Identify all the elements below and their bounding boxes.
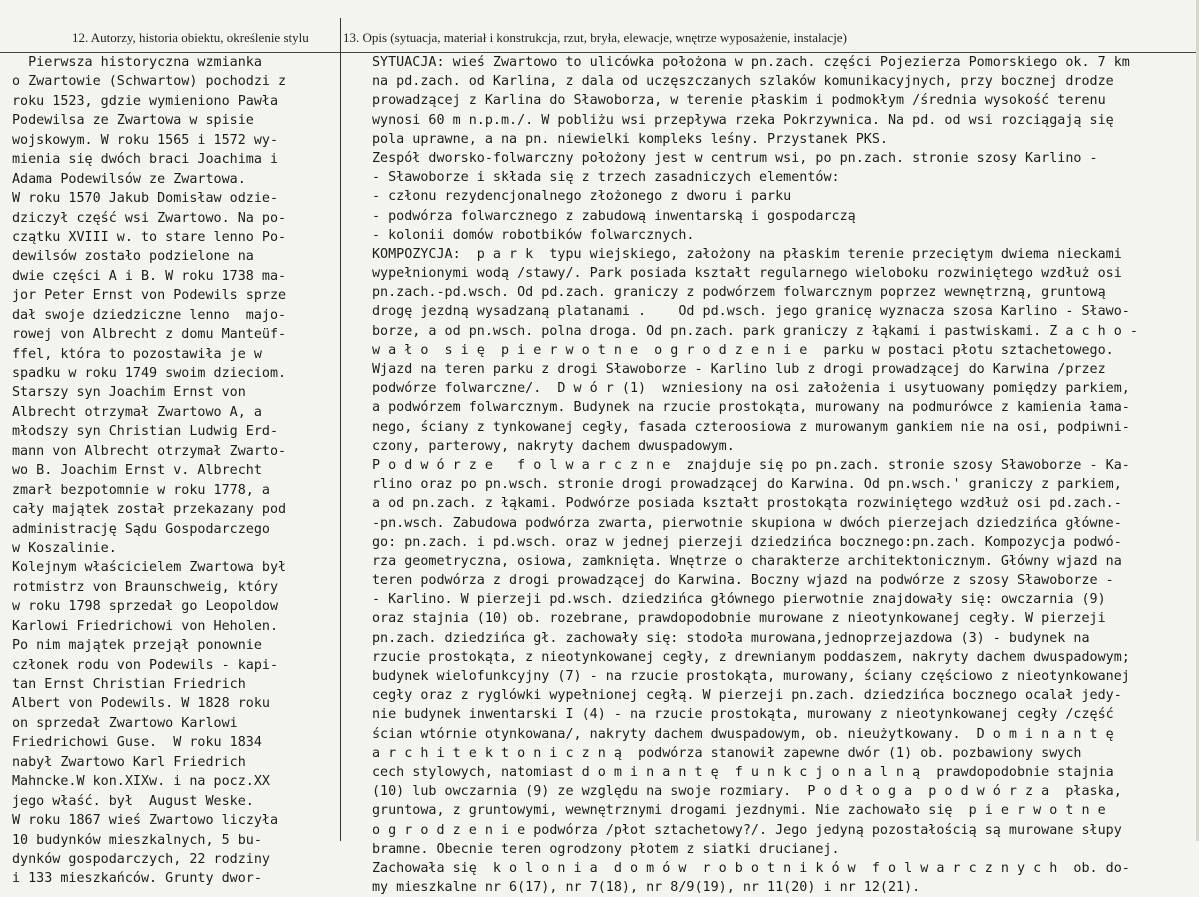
- text-line: SYTUACJA: wieś Zwartowo to ulicówka położona w pn.zach. części Pojezierza Pomorskiego ok. 7 km: [372, 55, 1130, 70]
- text-line: o g r o d z e n i e podwórza /płot sztachetowy?/. Jego jedyną pozostałością są murowane słupy: [372, 822, 1122, 838]
- text-line: Podewilsa ze Zwartowa w spisie: [12, 113, 254, 129]
- text-line: dewilsów zostało podzielone na: [12, 249, 254, 265]
- text-line: pola uprawne, a na pn. niewielki kompleks leśny. Przystanek PKS.: [372, 131, 888, 147]
- text-line: budynek wielofunkcyjny (7) - na rzucie prostokąta, murowany, ściany częściowo z nieotynkowanej: [372, 669, 1130, 684]
- text-line: bramne. Obecnie teren ogrodzony płotem z siatki drucianej.: [372, 841, 840, 857]
- text-line: jego właść. był August Weske.: [12, 793, 254, 809]
- text-line: P o d w ó r z e f o l w a r c z n e znajduje się po pn.zach. stronie szosy Sławoborze - Ka-: [372, 457, 1130, 473]
- text-line: a r c h i t e k t o n i c z n ą podwórza stanowił zapewne dwór (1) ob. pozbawiony swych: [372, 745, 1082, 761]
- text-line: ffel, która to pozostawiła je w: [12, 346, 262, 362]
- text-line: my mieszkalne nr 6(17), nr 7(18), nr 8/9(19), nr 11(20) i nr 12(21).: [372, 880, 921, 896]
- text-line: borze, a od pn.wsch. polna droga. Od pn.zach. park graniczy z łąkami i pastwiskami. Z a c h o -: [372, 323, 1138, 339]
- text-line: nabył Zwartowo Karl Friedrich: [12, 754, 246, 770]
- text-line: drogę jezdną wysadzaną platanami . Od pd.wsch. jego granicę wyznacza szosa Karlino - Sławo-: [372, 304, 1130, 320]
- text-line: (10) lub owczarnia (9) ze względu na swoje rozmiary. P o d ł o g a p o d w ó r z a płaska,: [372, 784, 1122, 800]
- text-line: wo B. Joachim Ernst v. Albrecht: [12, 463, 262, 479]
- text-line: - Karlino. W pierzeji pd.wsch. dziedzińca głównego pierwotnie znajdowały się: owczarnia (9): [372, 592, 1106, 608]
- text-line: czątku XVIII w. to stare lenno Po-: [12, 229, 287, 245]
- text-line: Pierwsza historyczna wzmianka: [12, 55, 262, 70]
- text-line: dziczył część wsi Zwartowo. Na po-: [12, 210, 287, 226]
- text-line: młodszy syn Christian Ludwig Erd-: [12, 424, 279, 440]
- text-line: podwórze folwarczne/. D w ó r (1) wzniesiony na osi założenia i usytuowany pomiędzy parkiem,: [372, 381, 1130, 397]
- text-line: Albert von Podewils. W 1828 roku: [12, 696, 270, 712]
- text-line: rowej von Albrecht z domu Manteüf-: [12, 327, 287, 343]
- text-line: cały majątek został przekazany pod: [12, 502, 287, 518]
- text-line: wypełnionymi wodą /stawy/. Park posiada kształt regularnego wieloboku rozwiniętego wzdłuż osi: [372, 266, 1122, 282]
- text-line: pn.zach.-pd.wsch. Od pd.zach. graniczy z podwórzem folwarcznym poprzez wewnętrzną, gruntową: [372, 285, 1106, 301]
- text-line: na pd.zach. od Karlina, z dala od uczęszczanych szlaków komunikacyjnych, przy bocznej drodze: [372, 74, 1114, 90]
- text-line: dał swoje dziedziczne lenno majo-: [12, 307, 287, 323]
- text-line: nego, ściany z tynkowanej cegły, fasada czteroosiowa z murowanym gankiem nie na osi, podpiwni-: [372, 419, 1130, 435]
- text-line: administrację Sądu Gospodarczego: [12, 521, 270, 537]
- text-line: Zespół dworsko-folwarczny położony jest w centrum wsi, po pn.zach. stronie szosy Karlino -: [372, 150, 1098, 166]
- text-line: spadku w roku 1749 swoim dzieciom.: [12, 366, 287, 381]
- text-line: prowadzącej z Karlina do Sławoborza, w terenie płaskim i podmokłym /średnia wysokość terenu: [372, 93, 1106, 109]
- text-line: mann von Albrecht otrzymał Zwarto-: [12, 443, 287, 459]
- text-line: a od pn.zach. z łąkami. Podwórze posiada kształt prostokąta rozwiniętego wzdłuż osi pd.zach.-: [372, 496, 1122, 512]
- text-line: cech stylowych, natomiast d o m i n a n t ę f u n k c j o n a l n ą prawdopodobnie stajnia: [372, 764, 1114, 780]
- text-line: rotmistrz von Braunschweig, który: [12, 579, 279, 595]
- text-line: wojskowym. W roku 1565 i 1572 wy-: [12, 132, 279, 148]
- text-line: pn.zach. dziedzińca gł. zachowały się: stodoła murowana,jednoprzejazdowa (3) - budynek na: [372, 630, 1090, 646]
- text-line: i 133 mieszkańców. Grunty dwor-: [12, 871, 262, 887]
- text-line: o Zwartowie (Schwartow) pochodzi z: [12, 74, 287, 90]
- text-line: roku 1523, gdzie wymieniono Pawła: [12, 93, 279, 109]
- text-line: W roku 1570 Jakub Domisław odzie-: [12, 191, 279, 207]
- text-line: - podwórza folwarcznego z zabudową inwentarską i gospodarczą: [372, 208, 856, 224]
- text-line: Po nim majątek przejął ponownie: [12, 638, 262, 654]
- text-line: Starszy syn Joachim Ernst von: [12, 385, 246, 401]
- text-line: rlino oraz po pn.wsch. stronie drogi prowadzącej do Karwina. Od pn.wsch.' graniczy z parkiem,: [372, 477, 1122, 493]
- history-column: [12, 53, 339, 889]
- text-line: Friedrichowi Guse. W roku 1834: [12, 735, 262, 751]
- text-line: ścian wtórnie otynkowana/, nakryty dachem dwuspadowym, ob. nieużytkowany. D o m i n a n t ę: [372, 726, 1114, 742]
- text-line: go: pn.zach. i pd.wsch. oraz w jednej pierzeji dziedzińca bocznego:pn.zach. Kompozycja podwó-: [372, 534, 1122, 550]
- text-line: Adama Podewilsów ze Zwartowa.: [12, 171, 246, 187]
- description-column: [372, 53, 1194, 897]
- text-line: a podwórzem folwarcznym. Budynek na rzucie prostokąta, murowany na podmurówce z kamienia łama-: [372, 400, 1130, 416]
- text-line: Mahncke.W kon.XIXw. i na pocz.XX: [12, 774, 270, 790]
- text-line: cegły oraz z ryglówki wypełnionej cegłą. W pierzeji pn.zach. dziedzińca bocznego ocalał jedy-: [372, 688, 1122, 704]
- text-line: rza geometryczna, osiowa, zamknięta. Wnętrze o charakterze architektonicznym. Główny wjazd na: [372, 553, 1122, 569]
- text-line: mienia się dwóch braci Joachima i: [12, 152, 279, 168]
- text-line: W roku 1867 wieś Zwartowo liczyła: [12, 813, 279, 829]
- text-line: - Sławoborze i składa się z trzech zasadniczych elementów:: [372, 170, 840, 186]
- text-line: gruntowa, z gruntowymi, wewnętrznymi drogami jezdnymi. Nie zachowało się p i e r w o t n e: [372, 803, 1106, 819]
- text-line: dwie części A i B. W roku 1738 ma-: [12, 268, 287, 284]
- text-line: teren podwórza z drogi prowadzącej do Karwina. Boczny wjazd na podwórze z szosy Sławoborze -: [372, 573, 1114, 589]
- text-line: w Koszalinie.: [12, 540, 117, 556]
- section-13-header: 13. Opis (sytuacja, materiał i konstrukcja, rzut, bryła, elewacje, wnętrze wyposażenie, instalacje): [343, 30, 847, 45]
- text-line: Wjazd na teren parku z drogi Sławoborze - Karlino lub z drogi prowadzącej do Karwina /przez: [372, 362, 1106, 377]
- text-line: oraz stajnia (10) ob. rozebrane, prawdopodobnie murowane z nieotynkowanej cegły. W pierzeji: [372, 611, 1106, 627]
- text-line: wynosi 60 m n.p.m./. W pobliżu wsi przepływa rzeka Pokrzywnica. Na pd. od wsi rozciągają się: [372, 112, 1114, 128]
- text-line: - kolonii domów robotbików folwarcznych.: [372, 227, 695, 243]
- text-line: jor Peter Ernst von Podewils sprze: [12, 288, 287, 304]
- text-line: - członu rezydencjonalnego złożonego z dworu i parku: [372, 189, 792, 205]
- text-line: czony, parterowy, nakryty dachem dwuspadowym.: [372, 438, 735, 454]
- text-line: Zachowała się k o l o n i a d o m ó w r o b o t n i k ó w f o l w a r c z n y c h ob. do-: [372, 860, 1130, 876]
- text-line: Karlowi Friedrichowi von Heholen.: [12, 618, 279, 634]
- text-line: KOMPOZYCJA: p a r k typu wiejskiego, założony na płaskim terenie przeciętym dwiema nieckami: [372, 246, 1122, 262]
- text-line: 10 budynków mieszkalnych, 5 bu-: [12, 832, 262, 848]
- text-line: on sprzedał Zwartowo Karlowi: [12, 715, 238, 731]
- text-line: w a ł o s i ę p i e r w o t n e o g r o d z e n i e parku w postaci płotu sztachetowego.: [372, 342, 1114, 358]
- text-line: członek rodu von Podewils - kapi-: [12, 657, 279, 673]
- text-line: Albrecht otrzymał Zwartowo A, a: [12, 404, 262, 420]
- section-12-header: 12. Autorzy, historia obiektu, określenie stylu: [72, 30, 309, 45]
- text-line: nie budynek inwentarski I (4) - na rzucie prostokąta, murowany z nieotynkowanej cegły /część: [372, 707, 1114, 723]
- text-line: zmarł bezpotomnie w roku 1778, a: [12, 482, 270, 498]
- text-line: Kolejnym właścicielem Zwartowa był: [12, 560, 287, 576]
- text-line: dynków gospodarczych, 22 rodziny: [12, 851, 270, 867]
- text-line: rzucie prostokąta, z nieotynkowanej cegły, z drewnianym poddaszem, nakryty dachem dwuspadowym;: [372, 649, 1130, 665]
- text-line: tan Ernst Christian Friedrich: [12, 677, 246, 692]
- text-line: -pn.wsch. Zabudowa podwórza zwarta, pierwotnie skupiona w dwóch pierzejach dziedzińca główne-: [372, 515, 1122, 531]
- column-divider: [340, 18, 341, 841]
- text-line: w roku 1798 sprzedał go Leopoldow: [12, 599, 279, 615]
